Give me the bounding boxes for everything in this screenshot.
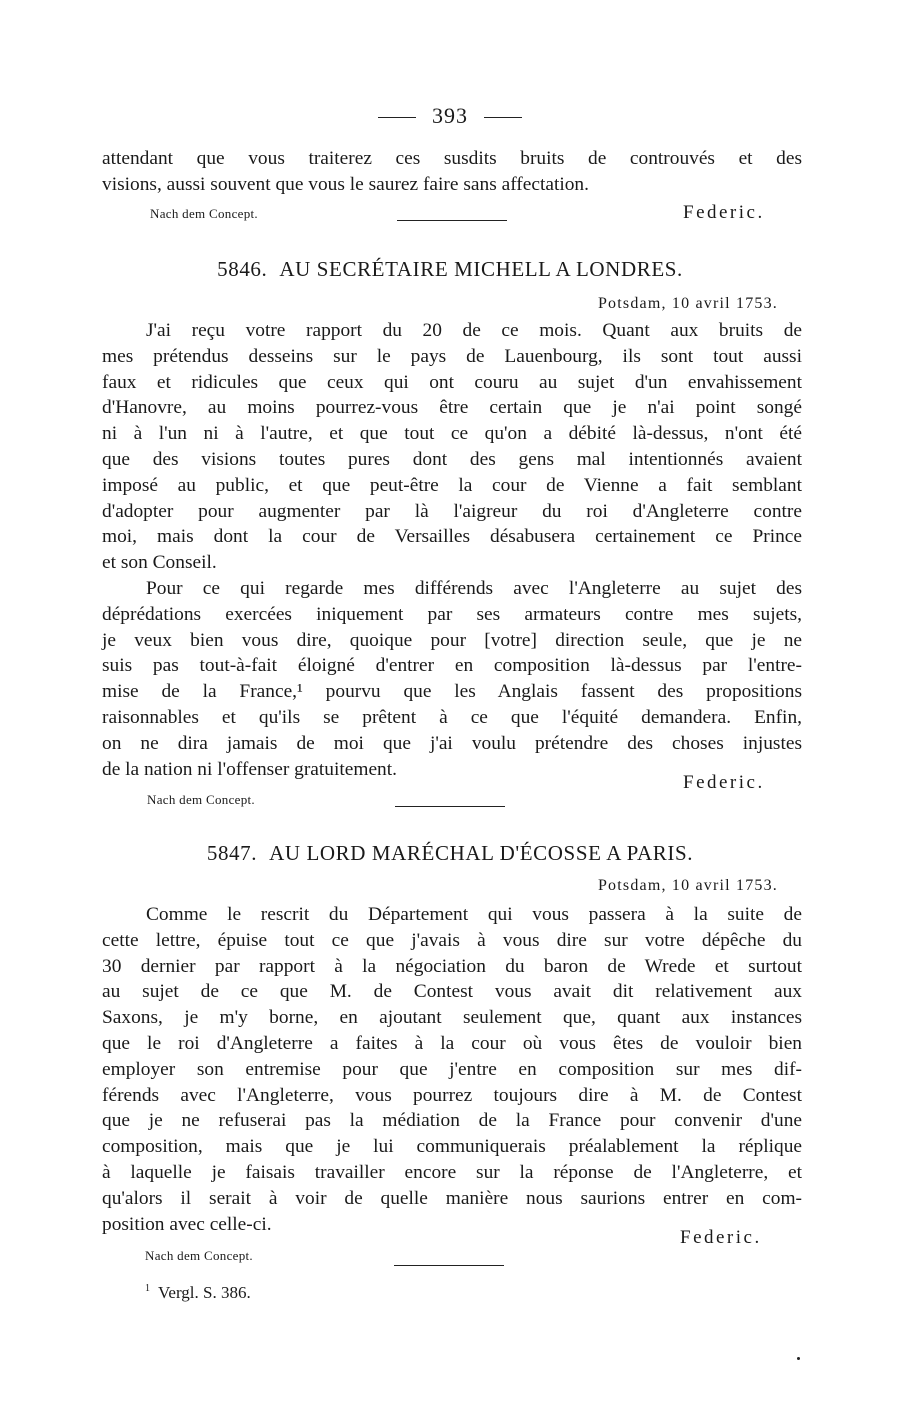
letter-heading bbox=[0, 841, 900, 866]
text-line: cette lettre, épuise tout ce que j'avais à vous dire sur votre dépêche du bbox=[102, 929, 802, 951]
letter-body bbox=[102, 318, 802, 782]
text-line: et son Conseil. bbox=[102, 552, 217, 574]
text-line: moi, mais dont la cour de Versailles désabusera certainement ce Prince bbox=[102, 526, 802, 548]
text-line: Comme le rescrit du Département qui vous passera à la suite de bbox=[146, 904, 802, 925]
text-line: suis pas tout-à-fait éloigné d'entrer en composition là-dessus par l'entre- bbox=[102, 655, 802, 677]
text-line: qu'alors il serait à voir de quelle manière nous saurions entrer en com- bbox=[102, 1187, 802, 1209]
letter-title: AU LORD MARÉCHAL D'ÉCOSSE A PARIS. bbox=[269, 841, 694, 865]
text-line: de la nation ni l'offenser gratuitement. bbox=[102, 758, 397, 780]
text-line: d'Hanovre, au moins pourrez-vous être certain que je n'ai point songé bbox=[102, 397, 802, 419]
header-dash-right bbox=[484, 117, 522, 118]
text-line: J'ai reçu votre rapport du 20 de ce mois. Quant aux bruits de bbox=[146, 320, 802, 341]
text-line: mes prétendus desseins sur le pays de Lauenbourg, ils sont tout aussi bbox=[102, 345, 802, 367]
letter-body bbox=[102, 902, 802, 1237]
footnote-text: Vergl. S. 386. bbox=[158, 1283, 251, 1302]
source-note: Nach dem Concept. bbox=[147, 792, 255, 807]
text-line: mise de la France,¹ pourvu que les Anglais fassent des propositions bbox=[102, 681, 802, 703]
text-line: que le roi d'Angleterre a faites à la cour où vous êtes de vouloir bien bbox=[102, 1032, 802, 1054]
text-line: d'adopter pour augmenter par là l'aigreur du roi d'Angleterre contre bbox=[102, 500, 802, 522]
text-line: férends avec l'Angleterre, vous pourrez toujours dire à M. de Contest bbox=[102, 1084, 802, 1106]
dateline: Potsdam, 10 avril 1753. bbox=[597, 295, 778, 312]
signature: Federic. bbox=[680, 1227, 762, 1248]
text-line: à laquelle je faisais travailler encore sur la réponse de l'Angleterre, et bbox=[102, 1161, 802, 1183]
source-note: Nach dem Concept. bbox=[145, 1248, 253, 1263]
text-line: déprédations exercées iniquement par ses armateurs contre mes sujets, bbox=[102, 603, 802, 625]
dateline: Potsdam, 10 avril 1753. bbox=[597, 877, 778, 894]
text-line: Saxons, je m'y borne, en ajoutant seulement que, quant aux instances bbox=[102, 1007, 802, 1029]
header-dash-left bbox=[378, 117, 416, 118]
ink-speck bbox=[797, 1357, 800, 1360]
text-line: Pour ce qui regarde mes différends avec l'Angleterre au sujet des bbox=[146, 577, 802, 599]
letter-heading bbox=[0, 257, 900, 282]
text-line: au sujet de ce que M. de Contest vous avait dit relativement aux bbox=[102, 981, 802, 1003]
text-line: 30 dernier par rapport à la négociation du baron de Wrede et surtout bbox=[102, 955, 802, 977]
footnote-mark: 1 bbox=[145, 1283, 150, 1295]
page-number: 393 bbox=[432, 103, 468, 128]
text-line: je veux bien vous dire, quoique pour [votre] direction seule, que je ne bbox=[102, 629, 802, 651]
section-rule bbox=[395, 806, 505, 807]
footnote bbox=[145, 1283, 251, 1303]
text-line: employer son entremise pour que j'entre en composition sur mes dif- bbox=[102, 1058, 802, 1080]
letter-number: 5846. bbox=[217, 257, 268, 281]
signature: Federic. bbox=[683, 772, 765, 793]
text-line: on ne dira jamais de moi que j'ai voulu prétendre des choses injustes bbox=[102, 732, 802, 754]
text-line: raisonnables et qu'ils se prêtent à ce que l'équité demandera. Enfin, bbox=[102, 706, 802, 728]
text-line: faux et ridicules que ceux qui ont couru au sujet d'un envahissement bbox=[102, 371, 802, 393]
section-rule bbox=[397, 220, 507, 221]
text-line: position avec celle-ci. bbox=[102, 1213, 272, 1235]
continuation-paragraph bbox=[102, 146, 802, 198]
text-line: visions, aussi souvent que vous le saurez faire sans affectation. bbox=[102, 173, 589, 195]
text-line: ni à l'un ni à l'autre, et que tout ce qu'on a débité là-dessus, n'ont été bbox=[102, 423, 802, 445]
signature: Federic. bbox=[683, 202, 765, 223]
text-line: attendant que vous traiterez ces susdits bruits de controuvés et des bbox=[102, 148, 802, 169]
text-line: composition, mais que je lui communiquerais préalablement la réplique bbox=[102, 1136, 802, 1158]
text-line: que des visions toutes pures dont des gens mal intentionnés avaient bbox=[102, 448, 802, 470]
source-note: Nach dem Concept. bbox=[150, 206, 258, 221]
text-line: imposé au public, et que peut-être la cour de Vienne a fait semblant bbox=[102, 474, 802, 496]
letter-number: 5847. bbox=[206, 841, 258, 865]
page-header bbox=[0, 103, 900, 129]
letter-title: AU SECRÉTAIRE MICHELL A LONDRES. bbox=[279, 257, 683, 281]
section-rule bbox=[394, 1265, 504, 1266]
text-line: que je ne refuserai pas la médiation de la France pour convenir d'une bbox=[102, 1110, 802, 1132]
